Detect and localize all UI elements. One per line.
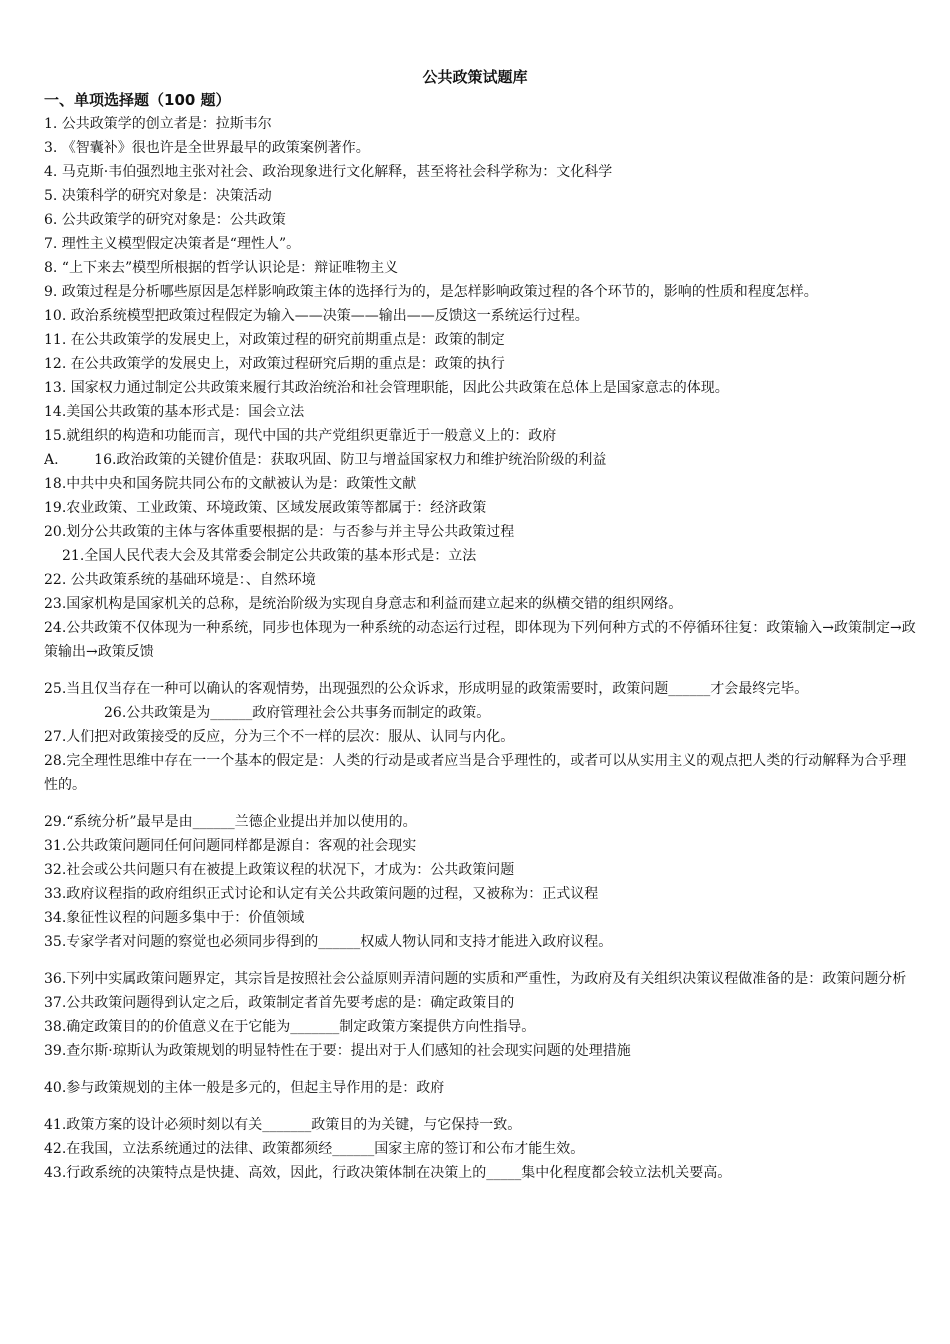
list-item: 1. 公共政策学的创立者是：拉斯韦尔 [44, 116, 272, 132]
list-item: 42.在我国，立法系统通过的法律、政策都须经______国家主席的签订和公布才能生效。 [44, 1141, 585, 1157]
list-item: 39.查尔斯·琼斯认为政策规划的明显特性在于要：提出对于人们感知的社会现实问题的处理措施 [44, 1043, 631, 1059]
document-title: 公共政策试题库 [422, 68, 528, 86]
list-item: 38.确定政策目的的价值意义在于它能为_______制定政策方案提供方向性指导。 [44, 1019, 536, 1035]
list-item: 21.全国人民代表大会及其常委会制定公共政策的基本形式是：立法 [62, 548, 477, 564]
list-item: 10. 政治系统模型把政策过程假定为输入——决策——输出——反馈这一系统运行过程。 [44, 308, 589, 324]
list-item: 35.专家学者对问题的察觉也必须同步得到的______权威人物认同和支持才能进入政府议程。 [44, 934, 613, 950]
list-item: 18.中共中央和国务院共同公布的文献被认为是：政策性文献 [44, 476, 417, 492]
list-item: 29.“系统分析”最早是由______兰德企业提出并加以使用的。 [44, 814, 417, 830]
list-item: 40.参与政策规划的主体一般是多元的，但起主导作用的是：政府 [44, 1080, 445, 1096]
list-item: 4. 马克斯·韦伯强烈地主张对社会、政治现象进行文化解释，甚至将社会科学称为：文化科学 [44, 164, 613, 180]
list-item: 43.行政系统的决策特点是快捷、高效，因此，行政决策体制在决策上的_____集中化程度都会较立法机关要高。 [44, 1165, 732, 1181]
list-item: 9. 政策过程是分析哪些原因是怎样影响政策主体的选择行为的，是怎样影响政策过程的各个环节的，影响的性质和程度怎样。 [44, 284, 818, 300]
list-item: 13. 国家权力通过制定公共政策来履行其政治统治和社会管理职能，因此公共政策在总体上是国家意志的体现。 [44, 380, 729, 396]
list-item: 11. 在公共政策学的发展史上，对政策过程的研究前期重点是：政策的制定 [44, 332, 505, 348]
list-item: 27.人们把对政策接受的反应，分为三个不一样的层次：服从、认同与内化。 [44, 729, 515, 745]
list-item: 36.下列中实属政策问题界定，其宗旨是按照社会公益原则弄清问题的实质和严重性，为政府及有关组织决策议程做准备的是：政策问题分析 [44, 971, 907, 987]
list-item: 7. 理性主义模型假定决策者是“理性人”。 [44, 236, 301, 252]
list-item: 32.社会或公共问题只有在被提上政策议程的状况下，才成为：公共政策问题 [44, 862, 515, 878]
list-item: 19.农业政策、工业政策、环境政策、区域发展政策等都属于：经济政策 [44, 500, 487, 516]
list-item: 22. 公共政策系统的基础环境是：、自然环境 [44, 572, 316, 588]
section-heading: 一、单项选择题（100 题） [44, 91, 231, 109]
list-item: 5. 决策科学的研究对象是：决策活动 [44, 188, 272, 204]
list-item: 8. “上下来去”模型所根据的哲学认识论是：辩证唯物主义 [44, 260, 399, 276]
list-item: 20.划分公共政策的主体与客体重要根据的是：与否参与并主导公共政策过程 [44, 524, 515, 540]
list-item: 6. 公共政策学的研究对象是：公共政策 [44, 212, 286, 228]
list-item: 14.美国公共政策的基本形式是：国会立法 [44, 404, 305, 420]
list-item: 24.公共政策不仅体现为一种系统，同步也体现为一种系统的动态运行过程，即体现为下列何种方式的不停循环往复：政策输入→政策制定→政策输出→政策反馈 [44, 620, 916, 660]
list-item: 15.就组织的构造和功能而言，现代中国的共产党组织更靠近于一般意义上的：政府 [44, 428, 557, 444]
list-item: 37.公共政策问题得到认定之后，政策制定者首先要考虑的是：确定政策目的 [44, 995, 515, 1011]
list-item: 28.完全理性思维中存在一一个基本的假定是：人类的行动是或者应当是合乎理性的，或者可以从实用主义的观点把人类的行动解释为合乎理性的。 [44, 753, 907, 793]
list-item: 33.政府议程指的政府组织正式讨论和认定有关公共政策问题的过程，又被称为：正式议程 [44, 886, 599, 902]
list-item: 26.公共政策是为______政府管理社会公共事务而制定的政策。 [104, 705, 491, 721]
list-item: 31.公共政策问题同任何问题同样都是源自：客观的社会现实 [44, 838, 417, 854]
list-item: 25.当且仅当存在一种可以确认的客观情势，出现强烈的公众诉求，形成明显的政策需要时，政策问题______才会最终完毕。 [44, 681, 809, 697]
list-item: 41.政策方案的设计必须时刻以有关_______政策目的为关键，与它保持一致。 [44, 1117, 522, 1133]
list-item: 23.国家机构是国家机关的总称，是统治阶级为实现自身意志和利益而建立起来的纵横交错的组织网络。 [44, 596, 683, 612]
list-item: 34.象征性议程的问题多集中于：价值领域 [44, 910, 305, 926]
question-list [44, 112, 919, 1185]
list-item: 12. 在公共政策学的发展史上，对政策过程研究后期的重点是：政策的执行 [44, 356, 505, 372]
list-item: A. 16.政治政策的关键价值是：获取巩固、防卫与增益国家权力和维护统治阶级的利益 [44, 452, 607, 468]
list-item: 3. 《智囊补》很也许是全世界最早的政策案例著作。 [44, 140, 370, 156]
